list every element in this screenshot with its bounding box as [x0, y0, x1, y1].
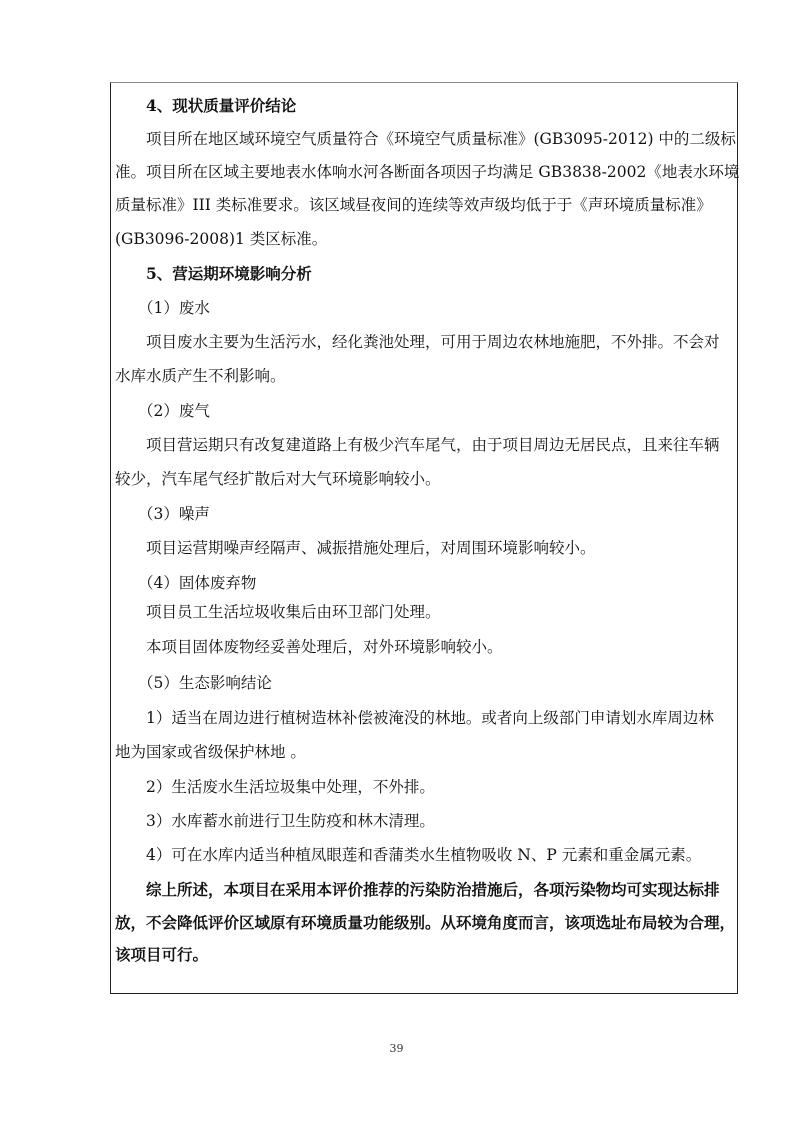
- conclusion-line-3: 该项目可行。: [115, 945, 209, 964]
- ecology-item-3: 3）水库蓄水前进行卫生防疫和林木清理。: [146, 812, 435, 830]
- exhaust-line-1: 项目营运期只有改复建道路上有极少汽车尾气，由于项目周边无居民点，且来往车辆: [146, 436, 720, 454]
- exhaust-line-2: 较少，汽车尾气经扩散后对大气环境影响较小。: [115, 470, 441, 488]
- noise-title: （3）噪声: [138, 505, 210, 523]
- wastewater-title: （1）废水: [138, 299, 210, 317]
- wastewater-line-1: 项目废水主要为生活污水，经化粪池处理，可用于周边农林地施肥，不外排。不会对: [146, 333, 720, 351]
- noise-line-1: 项目运营期噪声经隔声、减振措施处理后，对周围环境影响较小。: [146, 539, 596, 557]
- section4-line-3: 质量标准》III 类标准要求。该区域昼夜间的连续等效声级均低于于《声环境质量标准》: [115, 196, 712, 214]
- ecology-item-4: 4）可在水库内适当种植凤眼莲和香蒲类水生植物吸收 N、P 元素和重金属元素。: [146, 846, 702, 864]
- wastewater-line-2: 水库水质产生不利影响。: [115, 367, 286, 385]
- section4-heading: 4、现状质量评价结论: [146, 96, 297, 115]
- conclusion-line-2: 放，不会降低评价区域原有环境质量功能级别。从环境角度而言，该项选址布局较为合理，: [115, 913, 736, 932]
- ecology-title: （5）生态影响结论: [138, 674, 272, 692]
- solid-line-2: 本项目固体废物经妥善处理后，对外环境影响较小。: [146, 638, 503, 656]
- ecology-item-1-cont: 地为国家或省级保护林地 。: [115, 743, 306, 761]
- ecology-item-2: 2）生活废水生活垃圾集中处理，不外排。: [146, 778, 435, 796]
- ecology-item-1: 1）适当在周边进行植树造林补偿被淹没的林地。或者向上级部门申请划水库周边林: [146, 709, 714, 727]
- conclusion-line-1: 综上所述，本项目在采用本评价推荐的污染防治措施后，各项污染物均可实现达标排: [146, 880, 720, 899]
- section4-line-2: 准。项目所在区域主要地表水体响水河各断面各项因子均满足 GB3838-2002《地表水环境: [115, 163, 740, 181]
- solid-line-1: 项目员工生活垃圾收集后由环卫部门处理。: [146, 603, 441, 621]
- page-number: 39: [389, 1042, 404, 1055]
- exhaust-title: （2）废气: [138, 402, 210, 420]
- section5-heading: 5、营运期环境影响分析: [146, 264, 312, 283]
- section4-line-4: (GB3096-2008)1 类区标准。: [115, 230, 328, 248]
- solid-title: （4）固体废弃物: [138, 574, 257, 592]
- section4-line-1: 项目所在地区域环境空气质量符合《环境空气质量标准》(GB3095-2012) 中的二级标: [146, 130, 736, 148]
